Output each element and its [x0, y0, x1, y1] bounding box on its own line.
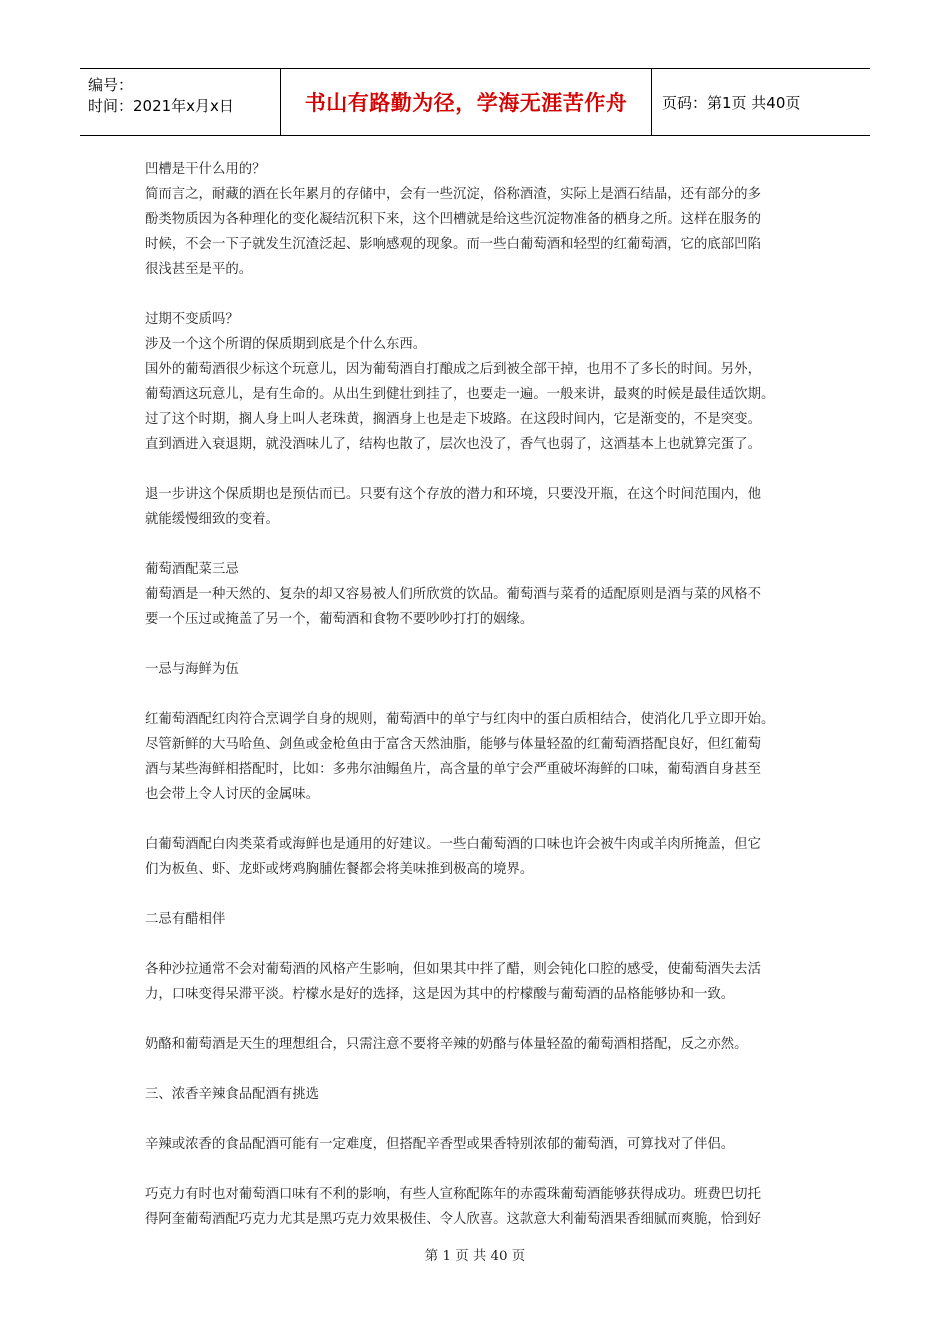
- paragraph-line: 也会带上令人讨厌的金属味。: [145, 787, 320, 802]
- spacer: [145, 1007, 810, 1032]
- spacer: [145, 632, 810, 657]
- section-heading: 凹槽是干什么用的？: [145, 162, 266, 177]
- spacer: [145, 682, 810, 707]
- paragraph-line: 酒与某些海鲜相搭配时，比如：多弗尔油鳎鱼片，高含量的单宁会严重破坏海鲜的口味，葡萄酒自身甚至: [145, 762, 761, 777]
- paragraph-line: 很浅甚至是平的。: [145, 262, 253, 277]
- paragraph-line: 巧克力有时也对葡萄酒口味有不利的影响，有些人宣称配陈年的赤霞珠葡萄酒能够获得成功。班费巴切托: [145, 1187, 761, 1202]
- section-heading: 葡萄酒配菜三忌: [145, 562, 239, 577]
- paragraph-line: 葡萄酒这玩意儿，是有生命的。从出生到健壮到挂了，也要走一遍。一般来讲，最爽的时候是最佳适饮期。: [145, 387, 775, 402]
- spacer: [145, 807, 810, 832]
- paragraph-line: 要一个压过或掩盖了另一个，葡萄酒和食物不要吵吵打打的姻缘。: [145, 612, 534, 627]
- document-date: 时间：2021年x月x日: [88, 97, 234, 115]
- spacer: [145, 882, 810, 907]
- section-heading: 二忌有醋相伴: [145, 912, 226, 927]
- header-meta-cell: [80, 69, 281, 135]
- paragraph-line: 简而言之，耐藏的酒在长年累月的存储中，会有一些沉淀，俗称酒渣，实际上是酒石结晶，还有部分的多: [145, 187, 761, 202]
- spacer: [145, 1157, 810, 1182]
- paragraph-line: 尽管新鲜的大马哈鱼、剑鱼或金枪鱼由于富含天然油脂，能够与体量轻盈的红葡萄酒搭配良好，但红葡萄: [145, 737, 761, 752]
- paragraph-line: 酚类物质因为各种理化的变化凝结沉积下来，这个凹槽就是给这些沉淀物准备的栖身之所。这样在服务的: [145, 212, 761, 227]
- spacer: [145, 1057, 810, 1082]
- spacer: [145, 457, 810, 482]
- section-heading: 三、浓香辛辣食品配酒有挑选: [145, 1087, 320, 1102]
- paragraph-line: 退一步讲这个保质期也是预估而已。只要有这个存放的潜力和环境，只要没开瓶，在这个时间范围内，他: [145, 487, 761, 502]
- page-header: [80, 68, 870, 136]
- paragraph-line: 过了这个时期，搁人身上叫人老珠黄，搁酒身上也是走下坡路。在这段时间内，它是渐变的，不是突变。: [145, 412, 761, 427]
- page-footer: 第 1 页 共 40 页: [424, 1249, 526, 1264]
- header-motto: 书山有路勤为径，学海无涯苦作舟: [281, 69, 652, 135]
- paragraph-line: 们为板鱼、虾、龙虾或烤鸡胸脯佐餐都会将美味推到极高的境界。: [145, 862, 534, 877]
- paragraph-line: 红葡萄酒配红肉符合烹调学自身的规则，葡萄酒中的单宁与红肉中的蛋白质相结合，使消化几乎立即开始。: [145, 712, 775, 727]
- document-body: [145, 157, 810, 1232]
- header-page-info: 页码：第1页 共40页: [662, 93, 801, 112]
- paragraph-line: 得阿奎葡萄酒配巧克力尤其是黑巧克力效果极佳、令人欣喜。这款意大利葡萄酒果香细腻而爽脆，恰到好: [145, 1212, 761, 1227]
- paragraph-line: 奶酪和葡萄酒是天生的理想组合，只需注意不要将辛辣的奶酪与体量轻盈的葡萄酒相搭配，反之亦然。: [145, 1037, 748, 1052]
- paragraph-line: 辛辣或浓香的食品配酒可能有一定难度，但搭配辛香型或果香特别浓郁的葡萄酒，可算找对了伴侣。: [145, 1137, 735, 1152]
- document-number-label: 编号：: [88, 76, 134, 94]
- paragraph-line: 就能缓慢细致的变着。: [145, 512, 279, 527]
- spacer: [145, 1107, 810, 1132]
- section-heading: 过期不变质吗？: [145, 312, 239, 327]
- paragraph-line: 葡萄酒是一种天然的、复杂的却又容易被人们所欣赏的饮品。葡萄酒与菜肴的适配原则是酒与菜的风格不: [145, 587, 761, 602]
- paragraph-line: 白葡萄酒配白肉类菜肴或海鲜也是通用的好建议。一些白葡萄酒的口味也许会被牛肉或羊肉所掩盖，但它: [145, 837, 761, 852]
- paragraph-line: 涉及一个这个所谓的保质期到底是个什么东西。: [145, 337, 427, 352]
- paragraph-line: 各种沙拉通常不会对葡萄酒的风格产生影响，但如果其中拌了醋，则会钝化口腔的感受，使葡萄酒失去活: [145, 962, 761, 977]
- paragraph-line: 直到酒进入衰退期，就没酒味儿了，结构也散了，层次也没了，香气也弱了，这酒基本上也就算完蛋了。: [145, 437, 761, 452]
- paragraph-line: 时候，不会一下子就发生沉渣泛起、影响感观的现象。而一些白葡萄酒和轻型的红葡萄酒，它的底部凹陷: [145, 237, 761, 252]
- spacer: [145, 282, 810, 307]
- paragraph-line: 国外的葡萄酒很少标这个玩意儿，因为葡萄酒自打酿成之后到被全部干掉，也用不了多长的时间。另外，: [145, 362, 761, 377]
- spacer: [145, 932, 810, 957]
- spacer: [145, 532, 810, 557]
- section-heading: 一忌与海鲜为伍: [145, 662, 239, 677]
- paragraph-line: 力，口味变得呆滞平淡。柠檬水是好的选择，这是因为其中的柠檬酸与葡萄酒的品格能够协和一致。: [145, 987, 735, 1002]
